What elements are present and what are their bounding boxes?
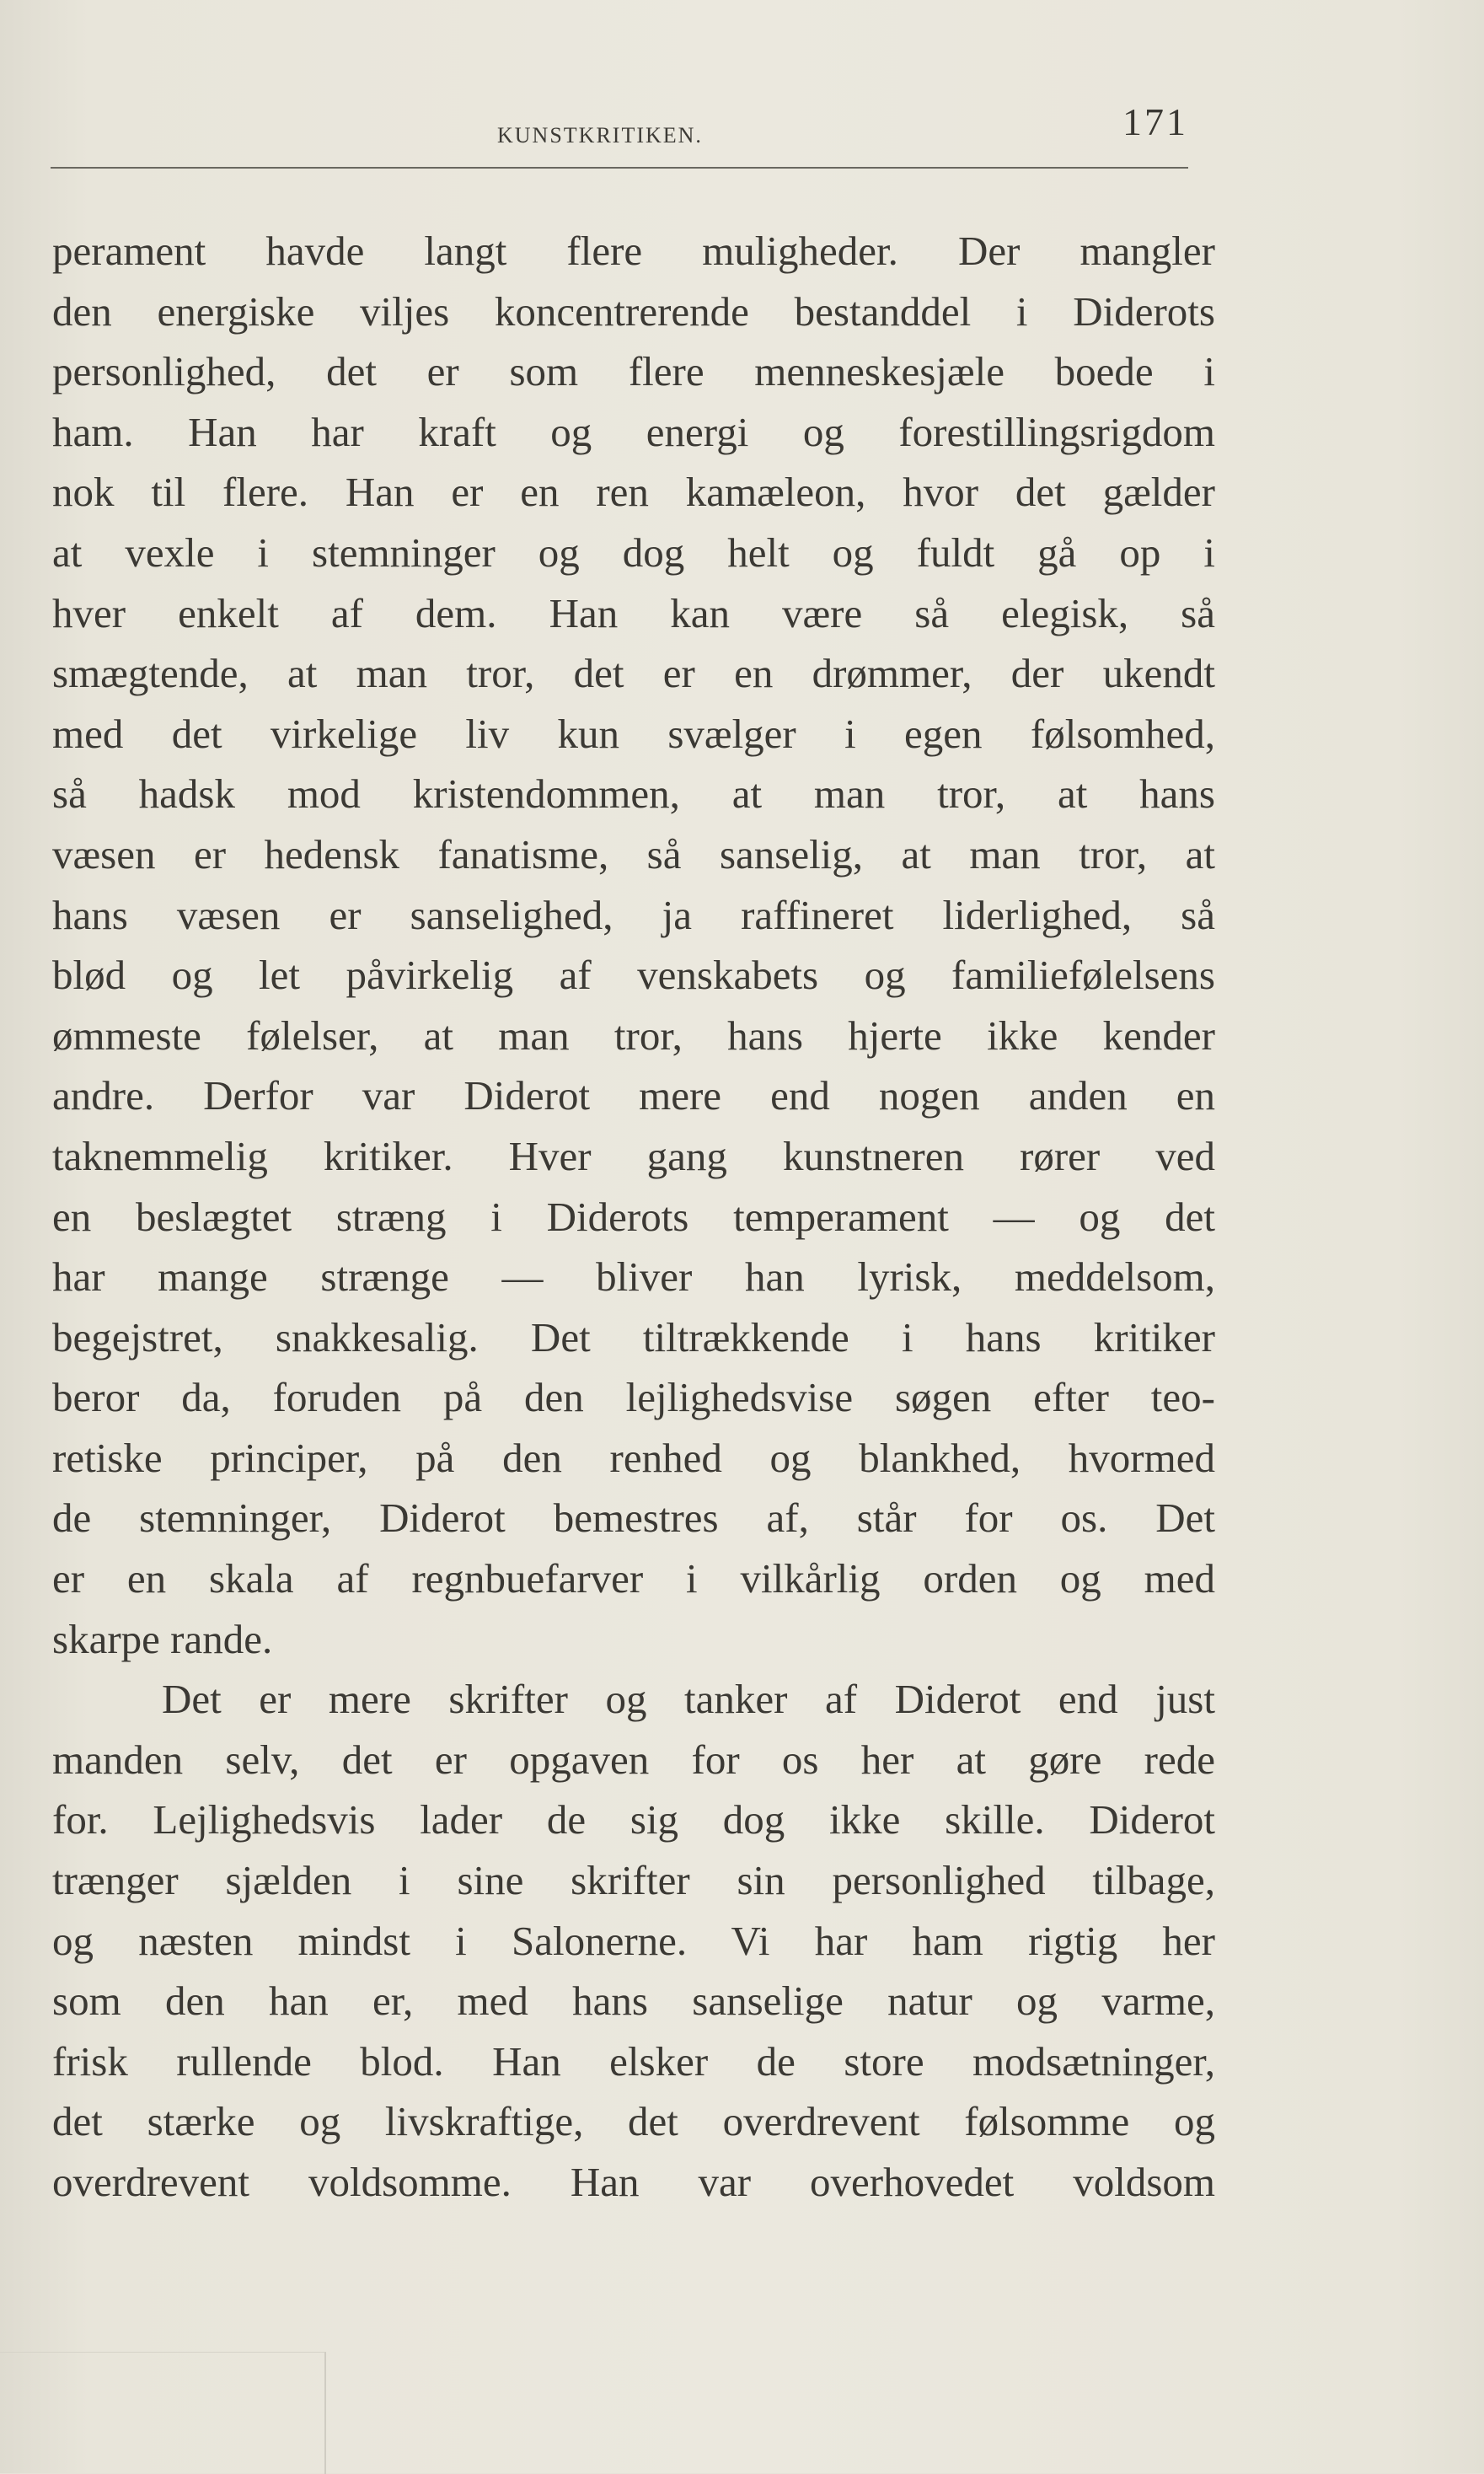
text-line: blød og let påvirkelig af venskabets og familiefølelsens: [52, 952, 1215, 999]
page-header: [51, 99, 1188, 169]
text-line: nok til flere. Han er en ren kamæleon, hvor det gælder: [52, 469, 1215, 516]
text-line: taknemmelig kritiker. Hver gang kunstneren rører ved: [52, 1132, 1215, 1179]
text-line: og næsten mindst i Salonerne. Vi har ham rigtig her: [52, 1917, 1215, 1964]
text-line: ømmeste følelser, at man tror, hans hjerte ikke kender: [52, 1012, 1215, 1059]
text-line: beror da, foruden på den lejlighedsvise søgen efter teo-: [52, 1374, 1215, 1421]
text-line: de stemninger, Diderot bemestres af, står for os. Det: [52, 1495, 1215, 1542]
text-line: personlighed, det er som flere menneskesjæle boede i: [52, 348, 1215, 395]
text-line: har mange strænge — bliver han lyrisk, meddelsom,: [52, 1253, 1215, 1301]
text-line: en beslægtet stræng i Diderots temperament — og det: [52, 1193, 1215, 1240]
text-line: smægtende, at man tror, det er en drømmer, der ukendt: [52, 650, 1215, 697]
text-line: hver enkelt af dem. Han kan være så elegisk, så: [52, 589, 1215, 636]
text-line: med det virkelige liv kun svælger i egen følsomhed,: [52, 710, 1215, 757]
text-line: ham. Han har kraft og energi og forestillingsrigdom: [52, 408, 1215, 455]
text-line: så hadsk mod kristendommen, at man tror, at hans: [52, 770, 1215, 818]
text-line: hans væsen er sanselighed, ja raffineret liderlighed, så: [52, 891, 1215, 938]
text-line: andre. Derfor var Diderot mere end nogen anden en: [52, 1072, 1215, 1119]
paragraph-2: [52, 1669, 1215, 2212]
text-line: retiske principer, på den renhed og blankhed, hvormed: [52, 1434, 1215, 1481]
page-number: 171: [1122, 100, 1188, 143]
text-line: perament havde langt flere muligheder. Der mangler: [52, 228, 1215, 274]
text-line: den energiske viljes koncentrerende bestanddel i Diderots: [52, 287, 1215, 335]
text-line: overdrevent voldsomme. Han var overhovedet voldsom: [52, 2159, 1215, 2205]
body-text: [52, 221, 1215, 2213]
paragraph-1: [52, 221, 1215, 1669]
text-line: det stærke og livskraftige, det overdrevent følsomme og: [52, 2098, 1215, 2145]
text-line: Det er mere skrifter og tanker af Diderot end just: [162, 1676, 1215, 1723]
text-line: væsen er hedensk fanatisme, så sanselig, at man tror, at: [52, 830, 1215, 877]
text-line: manden selv, det er opgaven for os her at gøre rede: [52, 1736, 1215, 1783]
scan-margin-mark: [0, 2352, 326, 2474]
text-line: for. Lejlighedsvis lader de sig dog ikke skille. Diderot: [52, 1796, 1215, 1843]
text-line: at vexle i stemninger og dog helt og fuldt gå op i: [52, 529, 1215, 576]
text-line: er en skala af regnbuefarver i vilkårlig orden og med: [52, 1555, 1215, 1602]
text-line: som den han er, med hans sanselige natur og varme,: [52, 1978, 1215, 2025]
running-title: KUNSTKRITIKEN.: [497, 123, 703, 148]
text-line: skarpe rande.: [52, 1615, 273, 1662]
text-line: frisk rullende blod. Han elsker de store modsætninger,: [52, 2037, 1215, 2085]
text-line: trænger sjælden i sine skrifter sin personlighed tilbage,: [52, 1857, 1215, 1904]
text-line: begejstret, snakkesalig. Det tiltrækkende i hans kritiker: [52, 1313, 1215, 1360]
